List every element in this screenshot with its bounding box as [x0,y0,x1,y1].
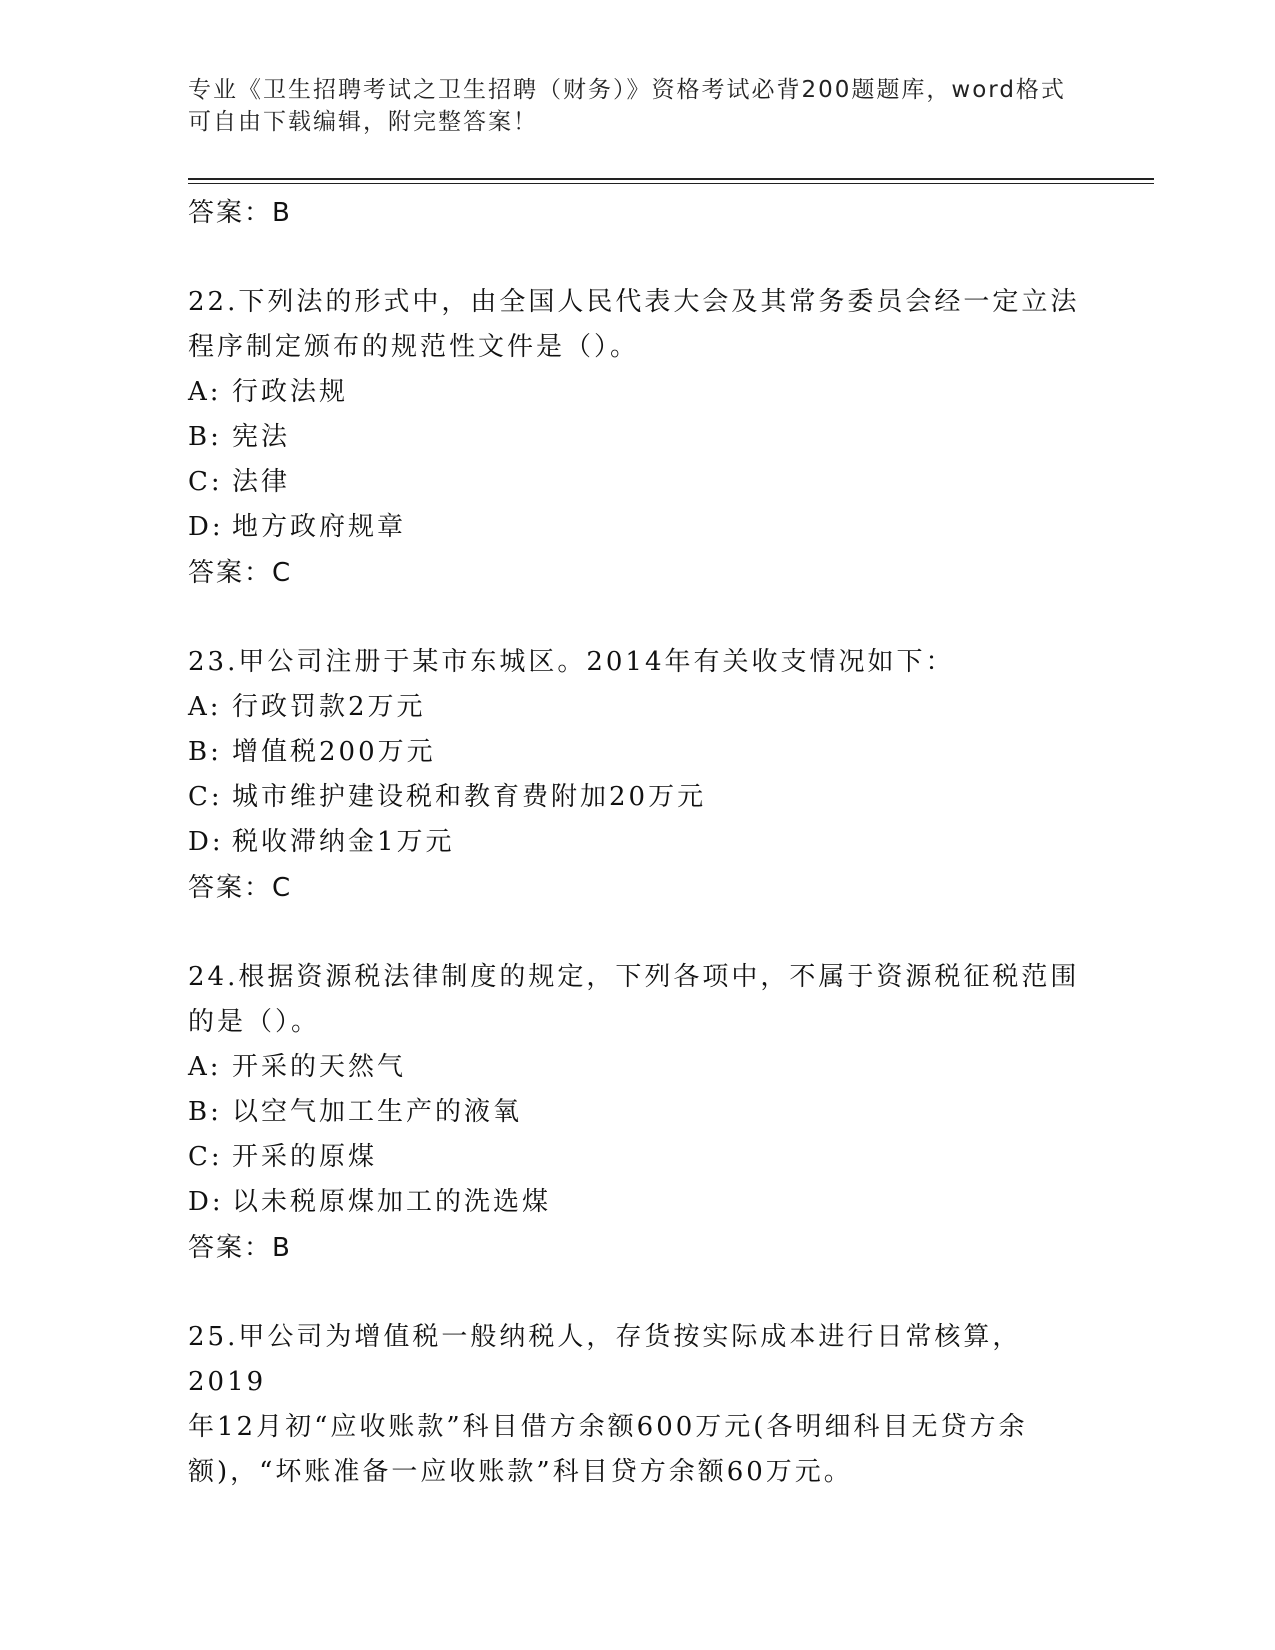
option-d [188,1180,1088,1225]
answer-line: 答案：C [188,873,293,903]
option-letter: C: [188,782,223,812]
question-stem-line: 22.下列法的形式中，由全国人民代表大会及其常务委员会经一定立法 [188,287,1080,317]
option-text: 地方政府规章 [232,512,407,542]
option-a [188,370,1088,415]
option-text: 行政罚款2万元 [232,692,426,722]
option-text: 行政法规 [232,377,349,407]
option-letter: B: [188,422,222,452]
header-rule-thick [188,178,1154,180]
option-letter: B: [188,737,222,767]
question-25 [188,1315,1088,1495]
question-stem-line: 25.甲公司为增值税一般纳税人，存货按实际成本进行日常核算，2019 [188,1322,1022,1397]
header-title-line-1: 专业《卫生招聘考试之卫生招聘（财务）》资格考试必背200题题库，word格式 [188,77,1066,103]
option-letter: A: [188,692,222,722]
previous-answer: 答案：B [188,198,292,228]
option-d [188,505,1088,550]
document-header [188,74,1088,138]
option-text: 城市维护建设税和教育费附加20万元 [232,782,707,812]
option-letter: A: [188,377,222,407]
question-stem-line: 额)，“坏账准备一应收账款”科目贷方余额60万元。 [188,1457,853,1487]
option-d [188,820,1088,865]
header-rule-thin [188,183,1154,184]
option-a [188,685,1088,730]
option-text: 开采的原煤 [232,1142,378,1172]
option-a [188,1045,1088,1090]
header-title-line-2: 可自由下载编辑，附完整答案！ [188,109,538,135]
question-24 [188,955,1088,1271]
option-c [188,1135,1088,1180]
option-text: 增值税200万元 [232,737,436,767]
question-22 [188,280,1088,596]
option-text: 开采的天然气 [232,1052,407,1082]
question-list [188,190,1088,1495]
question-23 [188,640,1088,911]
answer-line: 答案：B [188,1233,292,1263]
question-stem-line: 年12月初“应收账款”科目借方余额600万元(各明细科目无贷方余 [188,1412,1028,1442]
option-text: 税收滞纳金1万元 [232,827,455,857]
option-text: 宪法 [232,422,291,452]
option-c [188,460,1088,505]
option-c [188,775,1088,820]
option-b [188,730,1088,775]
option-b [188,415,1088,460]
question-stem-line: 24.根据资源税法律制度的规定，下列各项中，不属于资源税征税范围 [188,962,1080,992]
option-letter: D: [188,512,224,542]
question-stem-line: 23.甲公司注册于某市东城区。2014年有关收支情况如下： [188,647,955,677]
option-letter: D: [188,1187,224,1217]
option-letter: B: [188,1097,222,1127]
option-text: 法律 [232,467,291,497]
question-stem-line: 程序制定颁布的规范性文件是（）。 [188,332,640,362]
option-letter: A: [188,1052,222,1082]
option-letter: C: [188,467,223,497]
answer-line: 答案：C [188,558,293,588]
option-text: 以空气加工生产的液氧 [232,1097,523,1127]
option-letter: C: [188,1142,223,1172]
option-letter: D: [188,827,224,857]
question-stem-line: 的是（）。 [188,1007,321,1037]
option-b [188,1090,1088,1135]
option-text: 以未税原煤加工的洗选煤 [232,1187,552,1217]
